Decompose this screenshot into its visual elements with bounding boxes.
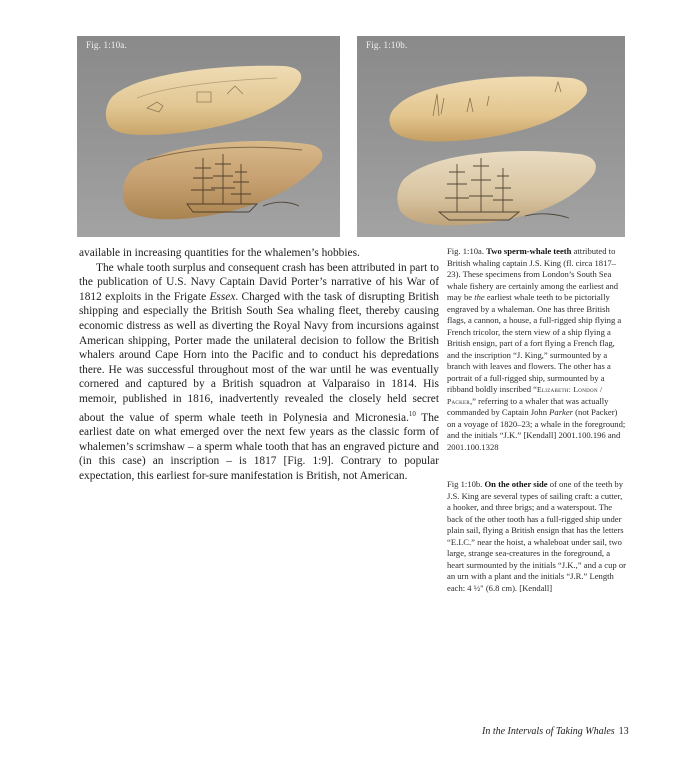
footnote-ref[interactable]: 10	[408, 409, 416, 418]
page-number: 13	[618, 726, 629, 737]
figure-label: Fig. 1:10a.	[86, 40, 127, 50]
figure-label: Fig. 1:10b.	[366, 40, 408, 50]
caption-fig-1-10b: Fig 1:10b. On the other side of one of the teeth by J.S. King are several types of sailing craft: a cutter, a hooker, and three brigs; and a waterspout. The back of the other tooth has a full-rigged ship under plain sail, flying a British ensign that has the letters “E.I.C.” near the hoist, a whaleboat under sail, two large, strange sea-creatures in the foreground, a heart surmounted by the initials “J.K.,” and a cup or an urn with a plant and the initials “J.R.” Length each: 4 ½" (6.8 cm). [Kendall]	[447, 479, 626, 593]
caption-fig-1-10a: Fig. 1:10a. Two sperm-whale teeth attributed to British whaling captain J.S. King (fl. circa 1817–23). These specimens from London’s South Sea whale fishery are certainly among the earliest and may be the earliest whale teeth to be pictorially engraved by a whaleman. One has three British flags, a cannon, a house, a full-rigged ship flying a French tricolor, the stern view of a ship flying a British ensign, part of a fort flying a French flag, and the inscription “J. King,” surmounted by a branch with leaves and flowers. The other has a portrait of a full-rigged ship, surmounted by a ribband boldly inscribed “Elizabeth: London / Packer,” referring to a whaler that was actually commanded by Captain John Parker (not Packer) on a voyage of 1820–23; a whale in the foreground; and the initials “J.K.” [Kendall] 2001.100.196 and 2001.100.1328	[447, 246, 626, 452]
figure-1-10a	[77, 36, 340, 237]
paragraph: available in increasing quantities for the whalemen’s hobbies.	[79, 247, 360, 259]
page-footer	[482, 726, 629, 737]
scrimshaw-teeth-image	[357, 36, 625, 237]
scrimshaw-teeth-image	[77, 36, 340, 237]
running-title: In the Intervals of Taking Whales	[482, 726, 615, 737]
paragraph: The whale tooth surplus and consequent crash has been attributed in part to the publication of U.S. Navy Captain David Porter’s narrative of his War of 1812 exploits in the Frigate Essex. Charged with the task of disrupting British shipping and especially the British South Sea whaling fleet, thereby causing economic distress as well as diverting the Royal Navy from incursions against American shipping, Porter made the unilateral decision to follow the British whalers around Cape Horn into the Pacific and to conduct his depredations there. He was successful throughout most of the war until he was eventually cornered and captured by a British squadron at Valparaiso in 1814. His memoir, published in 1816, inadvertently revealed the closely held secret about the value of sperm whale teeth in Polynesia and Micronesia.$^{10}$ The earliest date on what emerged over the next few years as the classic form of whalemen’s scrimshaw – a sperm whale tooth that has an engraved picture and (in this case) an inscription – is 1817 [Fig. 1:9]. Contrary to popular expectation, this earliest for-sure manifestation is British, not American.	[79, 261, 439, 482]
figure-1-10b	[357, 36, 625, 237]
main-text	[79, 246, 439, 483]
